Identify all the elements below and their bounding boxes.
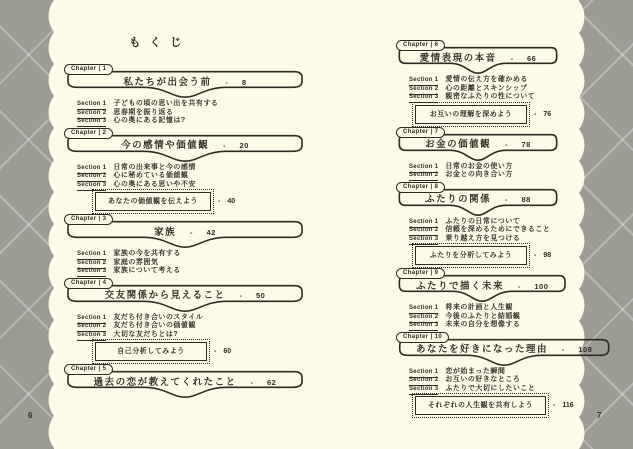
toc-section-row [77, 322, 318, 330]
page-leader: - [214, 348, 217, 355]
chapter-entry [64, 364, 318, 400]
section-label: Section 3 [77, 118, 106, 127]
work-box: 自己分析してみよう [95, 342, 207, 361]
section-title: 信頼を深めるためにできること [445, 226, 551, 233]
work-box-page-number: 98 [543, 252, 552, 259]
chapter-page-number: 88 [521, 195, 531, 204]
chapter-entry [396, 182, 578, 266]
section-list [409, 76, 578, 101]
toc-section-row [77, 164, 318, 172]
page-leader: - [250, 379, 253, 387]
toc-section-row [77, 181, 318, 189]
page-leader: - [223, 143, 226, 150]
toc-section-row [409, 313, 578, 321]
chapter-page-number: 20 [239, 141, 249, 150]
section-title: ふたりの日常について [445, 217, 521, 225]
chapter-page-number: 50 [256, 291, 266, 300]
section-label: Section 1 [409, 305, 438, 314]
page-number-left: 6 [28, 411, 33, 420]
work-box-row [415, 105, 578, 124]
toc-section-row [77, 314, 318, 322]
section-list [409, 368, 578, 393]
section-list [409, 304, 578, 329]
work-box-page-number: 76 [543, 110, 552, 118]
section-title: 心の距離とスキンシップ [445, 84, 528, 92]
chapter-badge: Chapter | 7 [396, 127, 445, 138]
chapter-entry [396, 40, 578, 124]
work-box-row [415, 396, 578, 415]
toc-section-row [409, 93, 578, 101]
work-box-row [95, 192, 318, 211]
section-title: 日常のお金の使い方 [445, 162, 513, 170]
chapter-title: ふたりで描く未来 [416, 280, 505, 292]
page-leader: - [534, 110, 537, 118]
section-label: Section 3 [409, 236, 438, 245]
section-label: Section 2 [409, 172, 438, 181]
section-label: Section 2 [77, 260, 106, 269]
work-box: あなたの価値観を伝えよう [95, 192, 211, 211]
section-title: 思春期を振り返る [113, 108, 174, 116]
section-label: Section 2 [77, 323, 106, 332]
chapter-title: ふたりの関係 [425, 194, 492, 205]
section-title: 家庭の雰囲気 [113, 258, 159, 266]
section-label: Section 2 [409, 314, 438, 323]
toc-section-row [77, 267, 318, 275]
chapter-page-number: 62 [267, 377, 277, 387]
section-title: 乗り越え方を見つける [445, 234, 521, 242]
section-title: 心に秘めている価値観 [113, 172, 189, 179]
toc-title: もくじ [129, 37, 191, 49]
work-box-page-number: 40 [227, 198, 236, 205]
toc-section-row [77, 117, 318, 125]
toc-section-row [409, 376, 578, 384]
section-title: 未来の自分を想像する [445, 321, 521, 328]
section-list [409, 163, 578, 179]
section-title: お互いの好きなところ [445, 376, 521, 383]
chapter-entry [64, 214, 318, 275]
chapter-page-number: 108 [578, 345, 593, 354]
chapter-entry [64, 128, 318, 212]
page-leader: - [505, 197, 508, 204]
page-leader: - [510, 55, 513, 63]
toc-section-row [409, 235, 578, 243]
chapter-page-number: 100 [534, 281, 549, 291]
section-label: Section 3 [77, 332, 106, 341]
section-title: 将来の計画と人生観 [445, 304, 513, 311]
chapter-badge: Chapter | 9 [396, 268, 445, 279]
section-list [77, 250, 318, 275]
toc-section-row [409, 85, 578, 93]
chapter-badge: Chapter | 3 [64, 214, 113, 225]
page-leader: - [190, 229, 193, 237]
section-title: 恋が始まった瞬間 [445, 367, 506, 375]
toc-section-row [77, 100, 318, 108]
page-leader: - [218, 198, 221, 205]
toc-section-row [409, 218, 578, 226]
toc-section-row [409, 76, 578, 84]
chapter-entry [64, 64, 318, 125]
section-label: Section 1 [77, 251, 106, 260]
section-title: ふたりで大切にしたいこと [445, 384, 536, 392]
section-label: Section 2 [409, 86, 438, 95]
toc-left-page [64, 64, 318, 403]
chapter-badge: Chapter | 5 [64, 364, 113, 375]
section-label: Section 3 [409, 322, 438, 331]
work-box-row [95, 342, 318, 361]
section-title: 家族について考える [113, 267, 181, 274]
toc-section-row [409, 163, 578, 171]
chapter-page-number: 78 [521, 140, 531, 149]
toc-section-row [409, 226, 578, 234]
page-leader: - [225, 79, 228, 87]
section-list [77, 100, 318, 125]
chapter-entry [396, 268, 578, 329]
chapter-page-number: 8 [241, 77, 247, 87]
section-list [409, 218, 578, 243]
section-label: Section 1 [409, 369, 438, 378]
section-label: Section 1 [77, 165, 106, 174]
page-leader: - [239, 293, 242, 300]
toc-section-row [77, 109, 318, 117]
toc-section-row [409, 321, 578, 329]
section-label: Section 2 [77, 110, 106, 119]
work-box-row [415, 246, 578, 265]
toc-section-row [77, 259, 318, 267]
chapter-badge: Chapter | 4 [64, 278, 113, 289]
page-leader: - [553, 402, 556, 409]
chapter-entry [396, 127, 578, 179]
chapter-title: お金の価値観 [425, 139, 492, 150]
toc-section-row [409, 385, 578, 393]
section-label: Section 2 [409, 227, 438, 236]
chapter-page-number: 42 [206, 227, 216, 237]
chapter-badge: Chapter | 8 [396, 182, 445, 193]
work-box: それぞれの人生観を共有しよう [415, 396, 546, 415]
toc-section-row [409, 368, 578, 376]
toc-section-row [409, 304, 578, 312]
section-title: 心の奥にある思いや不安 [113, 180, 196, 188]
chapter-badge: Chapter | 1 [64, 64, 113, 75]
section-title: 親密なふたりの性について [445, 93, 536, 100]
section-label: Section 3 [409, 386, 438, 395]
chapter-entry [64, 278, 318, 362]
chapter-title: 家族 [154, 226, 177, 238]
section-title: 友だち付き合いのスタイル [113, 313, 204, 321]
chapter-entry [396, 332, 593, 416]
chapter-title: 私たちが出会う前 [123, 76, 212, 88]
section-label: Section 2 [409, 377, 438, 386]
section-title: 友だち付き合いの価値観 [113, 322, 196, 329]
section-label: Section 1 [77, 101, 106, 110]
work-box: ふたりを分析してみよう [415, 246, 527, 265]
page-leader: - [534, 252, 537, 259]
section-title: 大切な友だちとは? [113, 330, 179, 338]
toc-section-row [409, 171, 578, 179]
toc-section-row [77, 250, 318, 258]
chapter-badge: Chapter | 10 [396, 332, 449, 343]
chapter-page-number: 66 [527, 53, 537, 63]
work-box-page-number: 60 [223, 348, 232, 355]
section-title: 日常の出来事と今の感情 [113, 163, 196, 171]
section-title: 心の奥にある記憶は? [113, 117, 186, 124]
section-title: 愛情の伝え方を確かめる [445, 76, 528, 83]
section-title: お金との向き合い方 [445, 171, 513, 178]
work-box-page-number: 116 [562, 402, 574, 409]
section-title: 子どもの頃の思い出を共有する [113, 100, 219, 107]
page-leader: - [518, 283, 521, 291]
section-label: Section 1 [77, 315, 106, 324]
toc-section-row [77, 331, 318, 339]
section-label: Section 3 [77, 268, 106, 277]
section-list [77, 314, 318, 339]
page-leader: - [562, 347, 565, 354]
page-number-right: 7 [597, 411, 602, 420]
chapter-title: 今の感情や価値観 [121, 140, 210, 151]
section-label: Section 3 [77, 182, 106, 191]
section-label: Section 1 [409, 77, 438, 86]
chapter-title: 過去の恋が教えてくれたこと [93, 376, 237, 388]
chapter-badge: Chapter | 2 [64, 128, 113, 139]
toc-section-row [77, 172, 318, 180]
chapter-title: あなたを好きになった理由 [416, 344, 549, 355]
chapter-badge: Chapter | 6 [396, 40, 445, 51]
section-label: Section 3 [409, 94, 438, 103]
section-list [77, 164, 318, 189]
toc-right-page [396, 40, 593, 418]
chapter-title: 愛情表現の本音 [419, 52, 497, 64]
page-leader: - [505, 142, 508, 149]
section-label: Section 1 [409, 164, 438, 173]
section-label: Section 2 [77, 173, 106, 182]
section-label: Section 1 [409, 219, 438, 228]
section-title: 家族の今を共有する [113, 250, 181, 257]
section-title: 今後のふたりと結婚観 [445, 312, 521, 320]
chapter-title: 交友関係から見えること [104, 290, 226, 301]
work-box: お互いの理解を深めよう [415, 105, 527, 124]
